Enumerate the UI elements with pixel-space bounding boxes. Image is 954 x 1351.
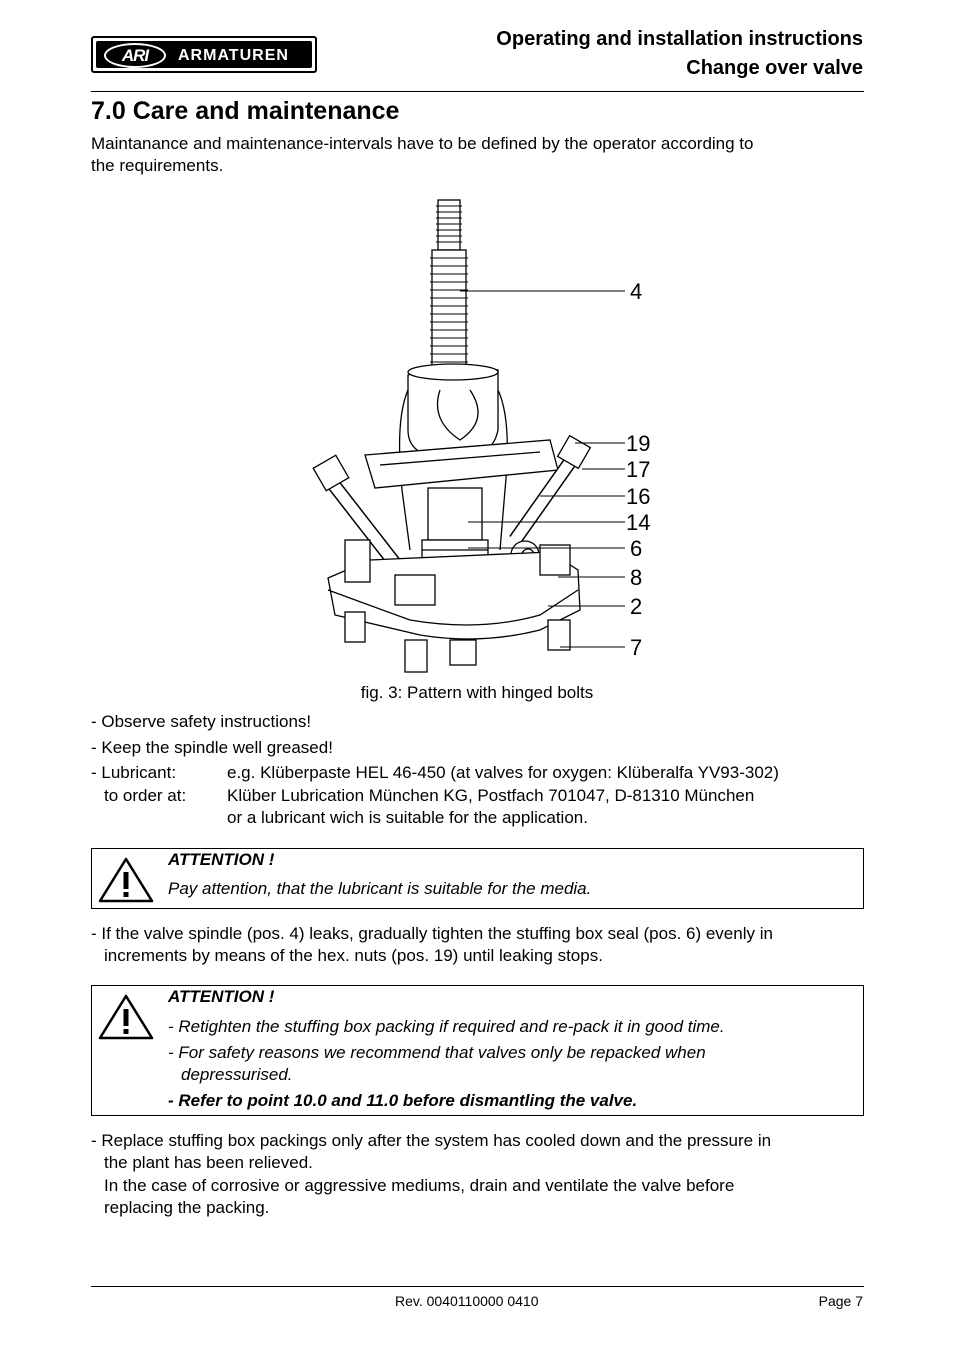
- callout-labels: [626, 279, 650, 660]
- list-item-safety: - Observe safety instructions!: [91, 712, 312, 731]
- valve-drawing: [290, 190, 670, 680]
- lubricant-label: - Lubricant:: [91, 763, 177, 782]
- spindle-drawing: [430, 200, 468, 370]
- attention-2-title: ATTENTION !: [168, 987, 275, 1006]
- callout-4: 4: [630, 279, 643, 304]
- callout-19: 19: [626, 431, 651, 456]
- attention-1-title: ATTENTION !: [168, 850, 275, 869]
- para3-line-1: - Replace stuffing box packings only after the system has cooled down and the pressure in: [91, 1131, 772, 1150]
- ari-logo: [91, 36, 317, 73]
- order-value-line-1: Klüber Lubrication München KG, Postfach 701047, D-81310 München: [227, 786, 755, 805]
- callout-6: 6: [630, 536, 643, 561]
- list-item-grease: - Keep the spindle well greased!: [91, 738, 333, 757]
- callout-17: 17: [626, 457, 651, 482]
- callout-14: 14: [626, 510, 651, 535]
- header-rule: [91, 91, 864, 92]
- document-title: Operating and installation instructions: [496, 28, 863, 50]
- footer-rule: [91, 1286, 864, 1287]
- attention-2-item-3: - Refer to point 10.0 and 11.0 before dismantling the valve.: [168, 1091, 638, 1110]
- section-heading: 7.0 Care and maintenance: [91, 97, 400, 125]
- warning-icon: [97, 993, 155, 1041]
- document-subtitle: Change over valve: [686, 57, 863, 79]
- page-number: Page 7: [818, 1293, 863, 1309]
- para3-line-2: the plant has been relieved.: [104, 1153, 313, 1172]
- lubricant-value: e.g. Klüberpaste HEL 46-450 (at valves for oxygen: Klüberalfa YV93-302): [227, 763, 779, 782]
- para2-line-1: - If the valve spindle (pos. 4) leaks, gradually tighten the stuffing box seal (pos. 6) evenly in: [91, 924, 773, 943]
- attention-2-item-1: - Retighten the stuffing box packing if required and re-pack it in good time.: [168, 1017, 725, 1036]
- intro-line-1: Maintanance and maintenance-intervals have to be defined by the operator according to: [91, 134, 754, 153]
- intro-line-2: the requirements.: [91, 156, 224, 175]
- para3-line-4: replacing the packing.: [104, 1198, 270, 1217]
- para3-line-3: In the case of corrosive or aggressive mediums, drain and ventilate the valve before: [104, 1176, 735, 1195]
- order-label: to order at:: [104, 786, 187, 805]
- logo-wordmark: ARMATUREN: [178, 47, 289, 64]
- attention-box-1: [91, 848, 864, 909]
- callout-2: 2: [630, 594, 643, 619]
- attention-2-item-2-line-1: - For safety reasons we recommend that valves only be repacked when: [168, 1043, 706, 1062]
- warning-icon: [97, 856, 155, 904]
- callout-7: 7: [630, 635, 643, 660]
- para2-line-2: increments by means of the hex. nuts (pos. 19) until leaking stops.: [104, 946, 603, 965]
- attention-2-item-2-line-2: depressurised.: [181, 1065, 293, 1084]
- gland-flange-drawing: [365, 440, 558, 488]
- base-flange-drawing: [328, 540, 580, 672]
- logo-mark: ARI: [104, 43, 166, 68]
- revision-number: Rev. 0040110000 0410: [395, 1293, 539, 1309]
- figure-caption: fig. 3: Pattern with hinged bolts: [360, 683, 594, 702]
- order-value-line-2: or a lubricant wich is suitable for the application.: [227, 808, 588, 827]
- callout-8: 8: [630, 565, 643, 590]
- attention-1-text: Pay attention, that the lubricant is suitable for the media.: [168, 879, 592, 898]
- callout-16: 16: [626, 484, 651, 509]
- attention-box-2: [91, 985, 864, 1116]
